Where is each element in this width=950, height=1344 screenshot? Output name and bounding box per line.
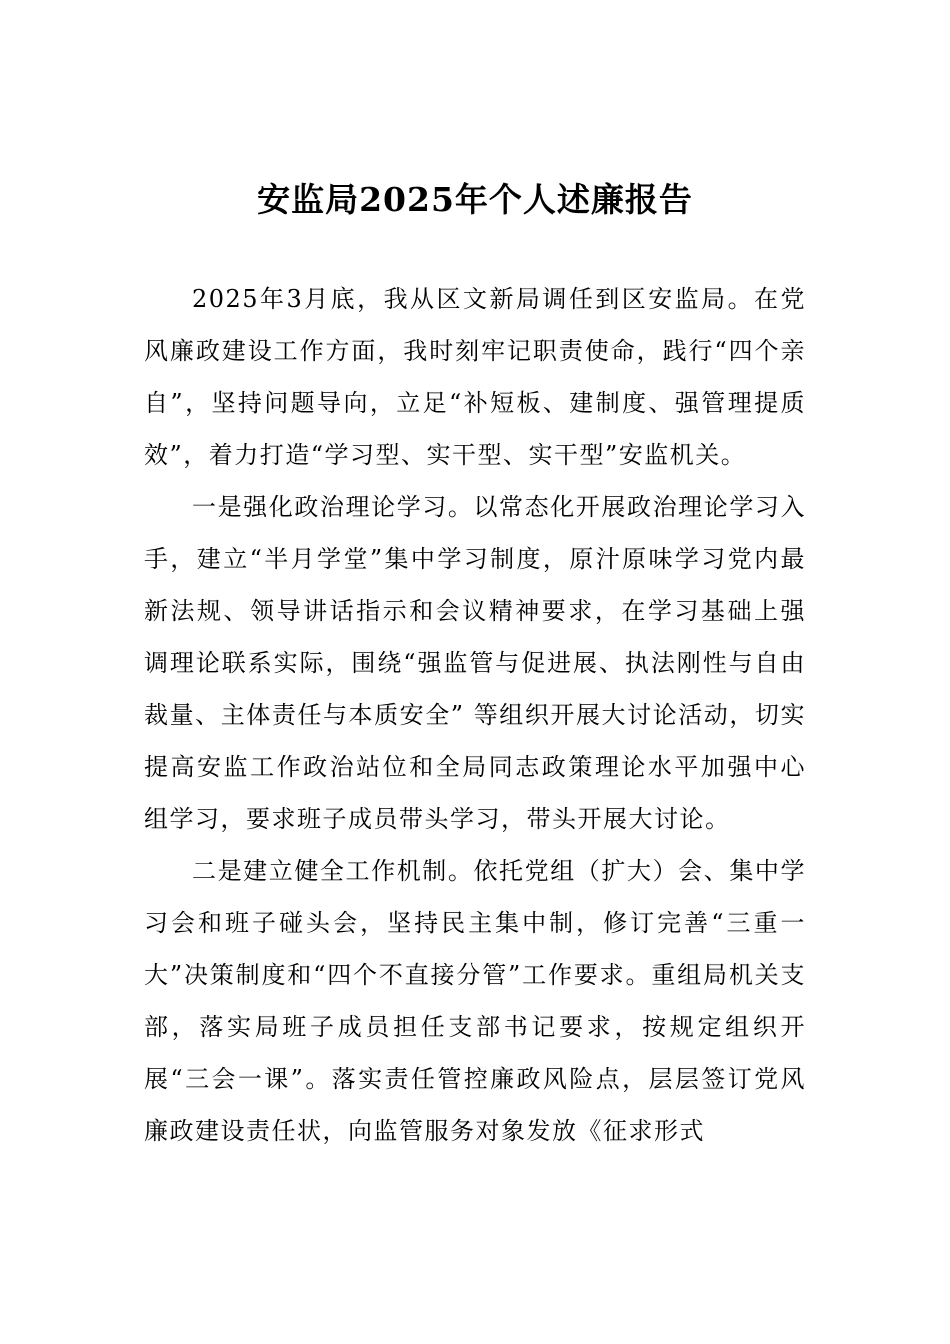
document-body <box>144 273 806 1157</box>
paragraph-political-study: 一是强化政治理论学习。以常态化开展政治理论学习入手，建立“半月学堂”集中学习制度，原汁原味学习党内最新法规、领导讲话指示和会议精神要求，在学习基础上强调理论联系实际，围绕“强监管与促进展、执法刚性与自由裁量、主体责任与本质安全” 等组织开展大讨论活动，切实提高安监工作政治站位和全局同志政策理论水平加强中心组学习，要求班子成员带头学习，带头开展大讨论。 <box>144 493 806 833</box>
paragraph-intro: 2025年3月底，我从区文新局调任到区安监局。在党风廉政建设工作方面，我时刻牢记职责使命，践行“四个亲自”，坚持问题导向，立足“补短板、建制度、强管理提质效”，着力打造“学习型、实干型、实干型”安监机关。 <box>144 285 806 469</box>
document-title: 安监局2025年个人述廉报告 <box>257 180 693 219</box>
paragraph-work-mechanism: 二是建立健全工作机制。依托党组（扩大）会、集中学习会和班子碰头会，坚持民主集中制，修订完善“三重一大”决策制度和“四个不直接分管”工作要求。重组局机关支部，落实局班子成员担任支部书记要求，按规定组织开展“三会一课”。落实责任管控廉政风险点，层层签订党风廉政建设责任状，向监管服务对象发放《征求形式 <box>144 857 806 1145</box>
